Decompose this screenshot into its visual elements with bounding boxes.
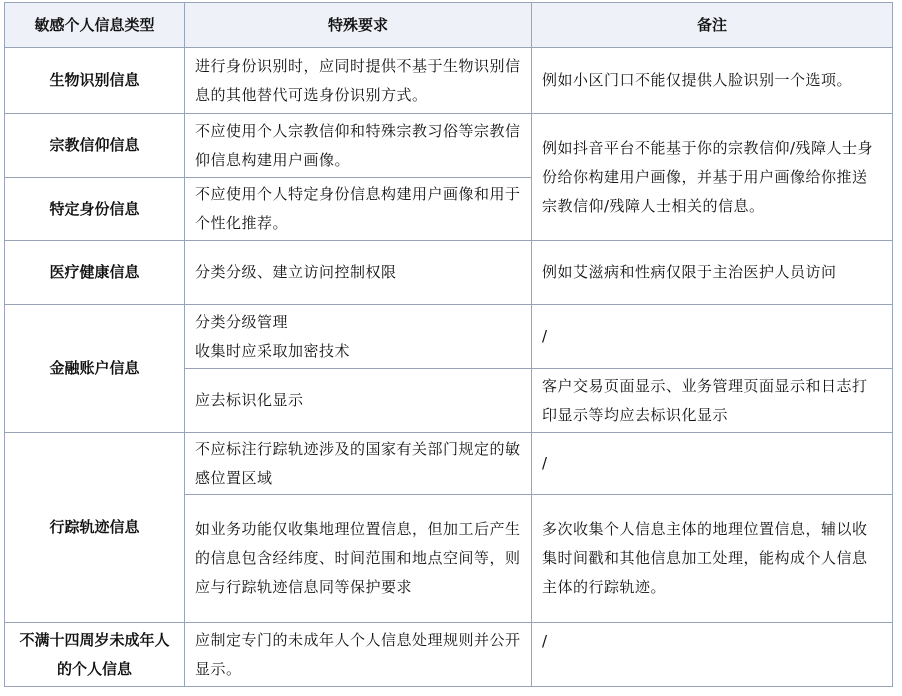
sensitive-info-table	[4, 2, 893, 687]
requirement-line: 分类分级管理	[195, 312, 289, 331]
note-cell: /	[532, 623, 893, 687]
type-cell: 宗教信仰信息	[5, 114, 185, 178]
type-cell: 特定身份信息	[5, 178, 185, 241]
requirement-cell: 如业务功能仅收集地理位置信息，但加工后产生的信息包含经纬度、时间范围和地点空间等，则应与行踪轨迹信息同等保护要求	[185, 495, 532, 623]
requirement-cell: 不应使用个人特定身份信息构建用户画像和用于个性化推荐。	[185, 178, 532, 241]
requirement-cell: 应制定专门的未成年人个人信息处理规则并公开显示。	[185, 623, 532, 687]
table-row	[5, 623, 893, 687]
note-cell: /	[532, 433, 893, 495]
table-row	[5, 433, 893, 495]
requirement-cell	[185, 305, 532, 369]
header-note: 备注	[532, 3, 893, 48]
table-row	[5, 114, 893, 178]
note-cell: 例如抖音平台不能基于你的宗教信仰/残障人士身份给你构建用户画像，并基于用户画像给你推送宗教信仰/残障人士相关的信息。	[532, 114, 893, 241]
requirement-cell: 不应使用个人宗教信仰和特殊宗教习俗等宗教信仰信息构建用户画像。	[185, 114, 532, 178]
requirement-cell: 应去标识化显示	[185, 369, 532, 433]
header-type: 敏感个人信息类型	[5, 3, 185, 48]
table-row	[5, 305, 893, 369]
table-row	[5, 241, 893, 305]
table-header-row	[5, 3, 893, 48]
requirement-line: 收集时应采取加密技术	[195, 341, 351, 360]
type-cell: 生物识别信息	[5, 48, 185, 114]
header-requirement: 特殊要求	[185, 3, 532, 48]
note-cell: 多次收集个人信息主体的地理位置信息，辅以收集时间戳和其他信息加工处理，能构成个人信息主体的行踪轨迹。	[532, 495, 893, 623]
note-cell: /	[532, 305, 893, 369]
type-cell: 金融账户信息	[5, 305, 185, 433]
requirement-cell: 不应标注行踪轨迹涉及的国家有关部门规定的敏感位置区域	[185, 433, 532, 495]
note-cell: 例如艾滋病和性病仅限于主治医护人员访问	[532, 241, 893, 305]
type-cell: 不满十四周岁未成年人的个人信息	[5, 623, 185, 687]
type-cell: 医疗健康信息	[5, 241, 185, 305]
requirement-cell: 分类分级、建立访问控制权限	[185, 241, 532, 305]
requirement-cell: 进行身份识别时，应同时提供不基于生物识别信息的其他替代可选身份识别方式。	[185, 48, 532, 114]
note-cell: 客户交易页面显示、业务管理页面显示和日志打印显示等均应去标识化显示	[532, 369, 893, 433]
note-cell: 例如小区门口不能仅提供人脸识别一个选项。	[532, 48, 893, 114]
type-cell: 行踪轨迹信息	[5, 433, 185, 623]
table-row	[5, 48, 893, 114]
